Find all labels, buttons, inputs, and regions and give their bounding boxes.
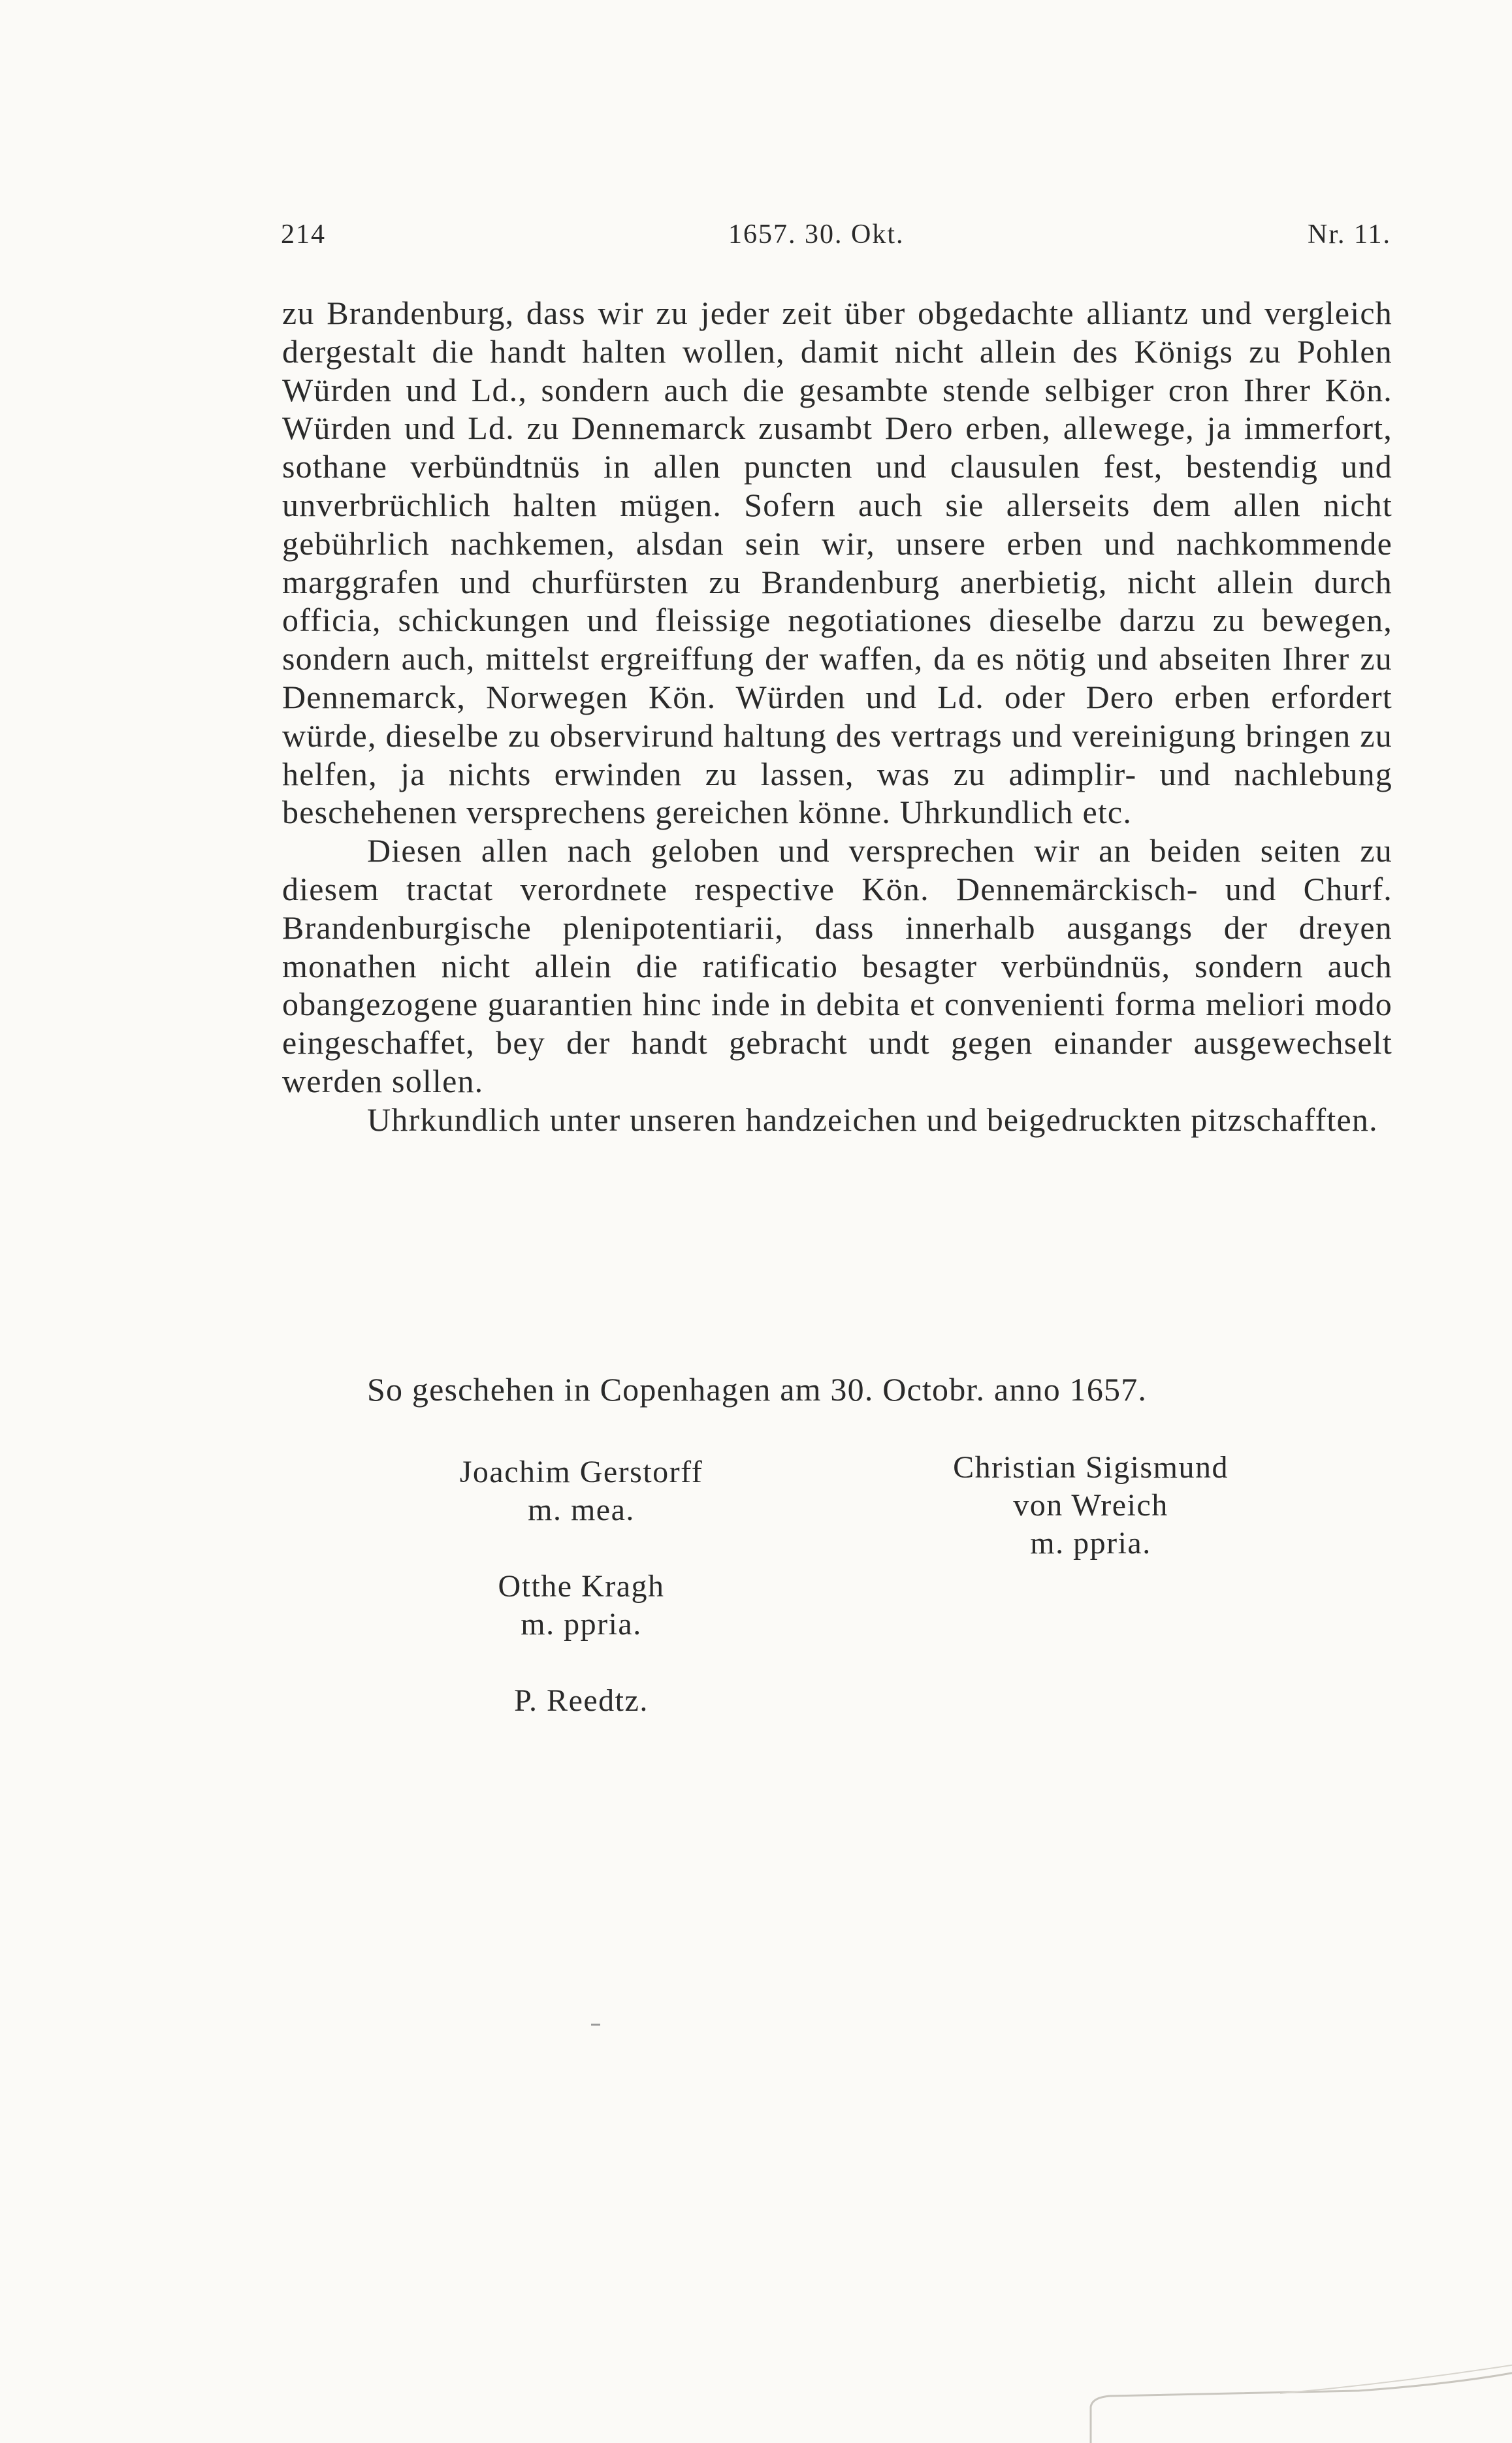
signature-note: m. mea. bbox=[528, 1493, 635, 1527]
paragraph: Diesen allen nach geloben und versprechen wir an beiden seiten zu diesem tractat verordnete respective Kön. Dennemärckisch- und Churf. Brandenburgische plenipotentiarii, dass innerhalb ausgangs der dreyen monathen nicht allein die ratificatio besagter verbündnüs, sondern auch obangezogene guarantien hinc inde in debita et convenienti forma meliori modo eingeschaffet, bey der handt gebracht undt gegen einander ausgewechselt werden sollen. bbox=[282, 832, 1392, 1099]
page-corner-curl bbox=[1084, 2345, 1512, 2443]
signature-block bbox=[418, 1568, 745, 1643]
page-header bbox=[281, 219, 1391, 258]
signature-note: m. ppria. bbox=[521, 1607, 642, 1642]
scan-speck bbox=[591, 2024, 600, 2026]
signatory-name: Otthe Kragh bbox=[498, 1569, 665, 1604]
signature-block bbox=[418, 1453, 745, 1529]
header-date: 1657. 30. Okt. bbox=[728, 219, 905, 250]
body-text bbox=[282, 294, 1392, 1139]
signature-block bbox=[908, 1449, 1274, 1562]
document-number: Nr. 11. bbox=[1308, 219, 1391, 250]
signature-block bbox=[418, 1682, 745, 1720]
paragraph: zu Brandenburg, dass wir zu jeder zeit über obgedachte alliantz und vergleich dergestalt die handt halten wollen, damit nicht allein des Königs zu Pohlen Würden und Ld., sondern auch die gesambte stende selbiger cron Ihrer Kön. Würden und Ld. zu Dennemarck zusambt Dero erben, allewege, ja immerfort, sothane verbündtnüs in allen puncten und clausulen fest, bestendig und unverbrüchlich halten mügen. Sofern auch sie allerseits dem allen nicht gebührlich nachkemen, alsdan sein wir, unsere erben und nachkommende marggrafen und churfürsten zu Brandenburg anerbietig, nicht allein durch officia, schickungen und fleissige negotiationes dieselbe darzu zu bewegen, sondern auch, mittelst ergreiffung der waffen, da es nötig und abseiten Ihrer zu Dennemarck, Norwegen Kön. Würden und Ld. oder Dero erben erfordert würde, dieselbe zu observirund haltung des vertrags und vereinigung bringen zu helfen, ja nichts erwinden zu lassen, was zu adimplir- und nachlebung beschehenen versprechens gereichen könne. Uhrkundlich etc. bbox=[282, 295, 1392, 831]
page-number: 214 bbox=[281, 219, 326, 250]
signatory-name: P. Reedtz. bbox=[514, 1683, 649, 1718]
signatory-name-continued: von Wreich bbox=[1013, 1488, 1168, 1523]
paragraph: Uhrkundlich unter unseren handzeichen und beigedruckten pitzschafften. bbox=[367, 1101, 1378, 1138]
signatory-name: Christian Sigismund bbox=[953, 1450, 1229, 1485]
signature-note: m. ppria. bbox=[1030, 1526, 1151, 1561]
signatory-name: Joachim Gerstorff bbox=[459, 1455, 703, 1489]
closing-line: So geschehen in Copenhagen am 30. Octobr. anno 1657. bbox=[367, 1371, 1148, 1408]
